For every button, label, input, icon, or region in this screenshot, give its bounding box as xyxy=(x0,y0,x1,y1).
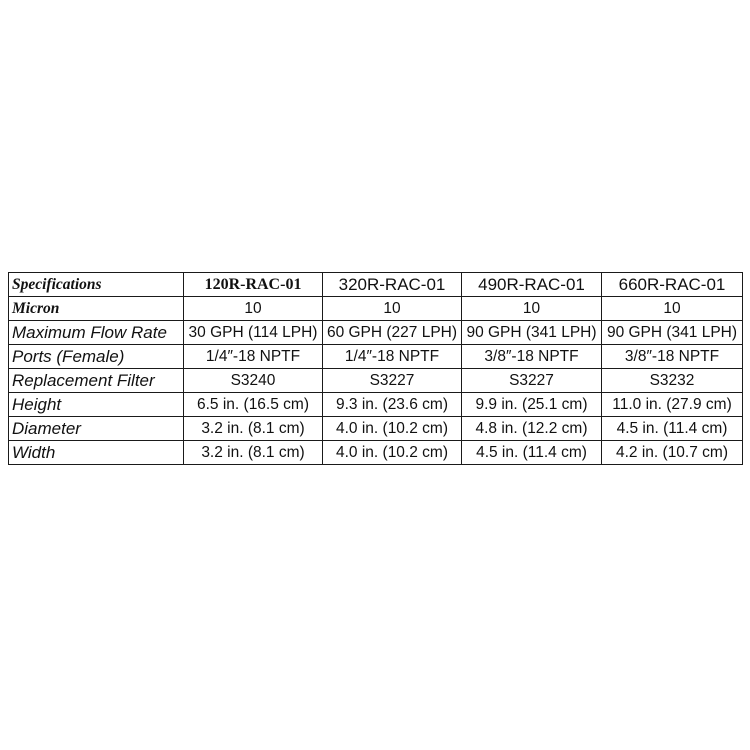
table-cell: S3240 xyxy=(184,369,323,393)
table-cell: 90 GPH (341 LPH) xyxy=(602,321,743,345)
table-cell: 3/8″-18 NPTF xyxy=(462,345,602,369)
table-cell: 4.0 in. (10.2 cm) xyxy=(323,441,462,465)
spec-table xyxy=(8,272,743,465)
row-height xyxy=(9,393,743,417)
table-cell: 3/8″-18 NPTF xyxy=(602,345,743,369)
table-cell: 11.0 in. (27.9 cm) xyxy=(602,393,743,417)
table-cell: 1/4″-18 NPTF xyxy=(184,345,323,369)
row-diameter xyxy=(9,417,743,441)
table-cell: 3.2 in. (8.1 cm) xyxy=(184,441,323,465)
table-cell: 1/4″-18 NPTF xyxy=(323,345,462,369)
header-cell-120r-rac-01: 120R-RAC-01 xyxy=(184,273,323,297)
row-replacement-filter xyxy=(9,369,743,393)
row-ports-female xyxy=(9,345,743,369)
header-cell-specifications: Specifications xyxy=(9,273,184,297)
row-label: Width xyxy=(9,441,184,465)
table-cell: 10 xyxy=(602,297,743,321)
table-cell: 4.5 in. (11.4 cm) xyxy=(462,441,602,465)
table-cell: 30 GPH (114 LPH) xyxy=(184,321,323,345)
table-cell: 90 GPH (341 LPH) xyxy=(462,321,602,345)
table-cell: 60 GPH (227 LPH) xyxy=(323,321,462,345)
table-cell: 4.2 in. (10.7 cm) xyxy=(602,441,743,465)
table-cell: 4.8 in. (12.2 cm) xyxy=(462,417,602,441)
table-cell: 4.5 in. (11.4 cm) xyxy=(602,417,743,441)
row-micron xyxy=(9,297,743,321)
table-cell: 10 xyxy=(323,297,462,321)
table-cell: S3227 xyxy=(323,369,462,393)
row-label: Diameter xyxy=(9,417,184,441)
header-row xyxy=(9,273,743,297)
table-cell: S3227 xyxy=(462,369,602,393)
row-label: Replacement Filter xyxy=(9,369,184,393)
table-cell: 4.0 in. (10.2 cm) xyxy=(323,417,462,441)
row-width xyxy=(9,441,743,465)
header-cell-490r-rac-01: 490R-RAC-01 xyxy=(462,273,602,297)
table-cell: 9.9 in. (25.1 cm) xyxy=(462,393,602,417)
table-cell: 10 xyxy=(184,297,323,321)
table-cell: 6.5 in. (16.5 cm) xyxy=(184,393,323,417)
table-cell: 10 xyxy=(462,297,602,321)
table-cell: 9.3 in. (23.6 cm) xyxy=(323,393,462,417)
row-label: Height xyxy=(9,393,184,417)
table-cell: S3232 xyxy=(602,369,743,393)
row-label: Maximum Flow Rate xyxy=(9,321,184,345)
table-cell: 3.2 in. (8.1 cm) xyxy=(184,417,323,441)
header-cell-660r-rac-01: 660R-RAC-01 xyxy=(602,273,743,297)
header-cell-320r-rac-01: 320R-RAC-01 xyxy=(323,273,462,297)
row-label: Micron xyxy=(9,297,184,321)
row-maximum-flow-rate xyxy=(9,321,743,345)
row-label: Ports (Female) xyxy=(9,345,184,369)
